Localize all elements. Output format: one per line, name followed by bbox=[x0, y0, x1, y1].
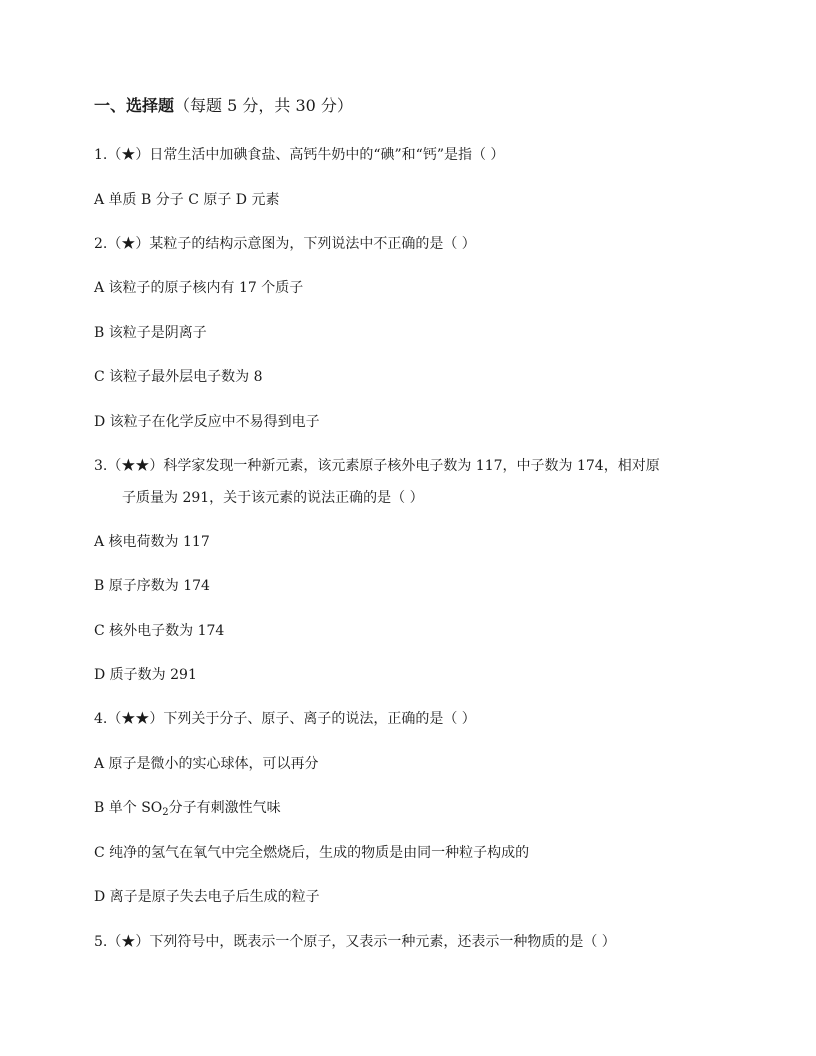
question-3-option-a: A 核电荷数为 117 bbox=[94, 534, 210, 550]
question-3-stem-continued: 子质量为 291，关于该元素的说法正确的是（ ） bbox=[122, 490, 424, 506]
question-4-option-a: A 原子是微小的实心球体，可以再分 bbox=[94, 756, 319, 772]
question-2-option-d: D 该粒子在化学反应中不易得到电子 bbox=[94, 414, 320, 430]
section-heading bbox=[94, 94, 353, 118]
question-3-stem: 3.（★★）科学家发现一种新元素，该元素原子核外电子数为 117，中子数为 174，相对原 bbox=[94, 458, 660, 474]
question-4-option-d: D 离子是原子失去电子后生成的粒子 bbox=[94, 889, 320, 905]
question-4-option-b-suffix: 分子有刺激性气味 bbox=[168, 800, 281, 816]
question-1-stem: 1.（★）日常生活中加碘食盐、高钙牛奶中的“碘”和“钙”是指（ ） bbox=[94, 147, 505, 163]
question-3-option-c: C 核外电子数为 174 bbox=[94, 623, 225, 639]
question-1-options: A 单质 B 分子 C 原子 D 元素 bbox=[94, 192, 280, 208]
question-5-stem: 5.（★）下列符号中，既表示一个原子，又表示一种元素，还表示一种物质的是（ ） bbox=[94, 934, 616, 950]
question-4-option-c: C 纯净的氢气在氧气中完全燃烧后，生成的物质是由同一种粒子构成的 bbox=[94, 845, 530, 861]
question-3-option-b: B 原子序数为 174 bbox=[94, 578, 210, 594]
question-2-option-a: A 该粒子的原子核内有 17 个质子 bbox=[94, 280, 304, 296]
question-2-option-b: B 该粒子是阴离子 bbox=[94, 325, 207, 341]
question-4-option-b bbox=[94, 797, 281, 819]
question-3-option-d: D 质子数为 291 bbox=[94, 667, 197, 683]
question-4-option-b-subscript: 2 bbox=[162, 807, 169, 818]
question-4-option-b-prefix: B 单个 SO bbox=[94, 800, 163, 816]
section-note: （每题 5 分，共 30 分） bbox=[174, 96, 353, 115]
question-2-stem: 2.（★）某粒子的结构示意图为，下列说法中不正确的是（ ） bbox=[94, 236, 476, 252]
section-title: 一、选择题 bbox=[94, 96, 175, 115]
question-2-option-c: C 该粒子最外层电子数为 8 bbox=[94, 369, 263, 385]
question-4-stem: 4.（★★）下列关于分子、原子、离子的说法，正确的是（ ） bbox=[94, 711, 476, 727]
